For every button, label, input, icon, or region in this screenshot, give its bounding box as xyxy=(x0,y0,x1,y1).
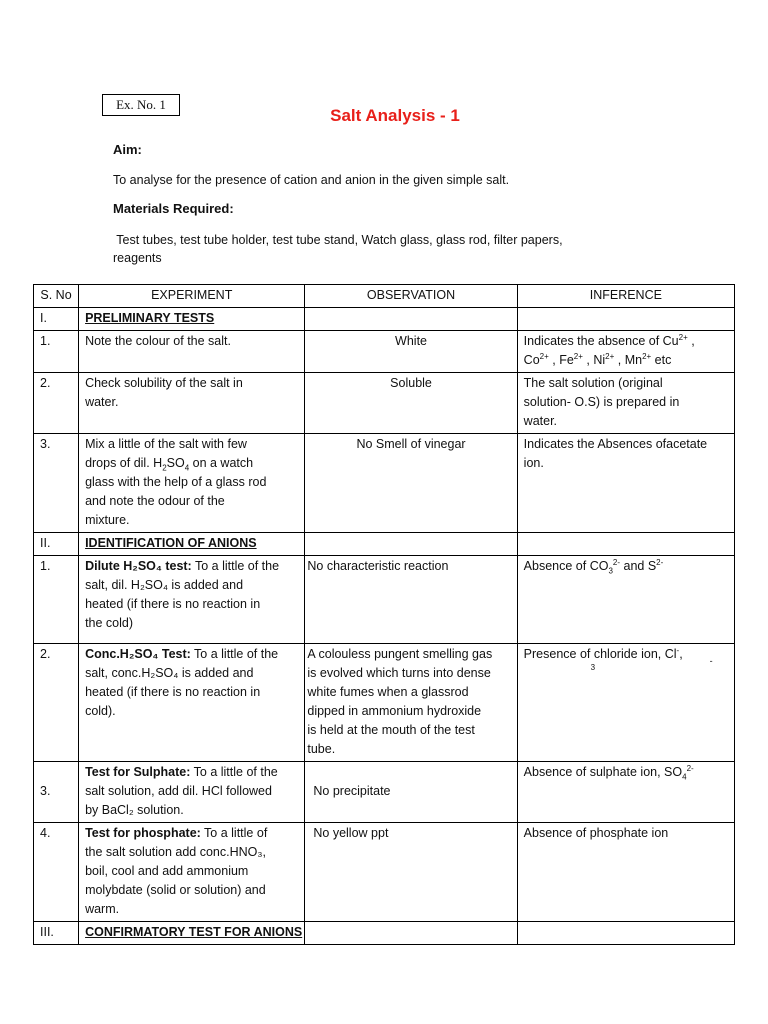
page-title: Salt Analysis - 1 xyxy=(330,106,460,125)
section-number: I. xyxy=(34,308,79,331)
inference-cell: Absence of phosphate ion xyxy=(517,823,734,922)
table-row xyxy=(34,762,735,823)
section-title: IDENTIFICATION OF ANIONS xyxy=(79,533,305,556)
table-row xyxy=(34,644,735,762)
inference-cell: Presence of chloride ion, Cl-, 3 - xyxy=(517,644,734,762)
exercise-number: Ex. No. 1 xyxy=(116,97,166,112)
table-header-row xyxy=(34,285,735,308)
table-row xyxy=(34,434,735,533)
experiment-cell: Mix a little of the salt with few drops of dil. $H_2SO_4$ on a watch glass with the help of a glass rod and note the odour of the mixture. xyxy=(79,434,305,533)
exercise-number-box xyxy=(102,94,180,116)
observation-cell: Soluble xyxy=(305,373,517,434)
observation-cell: White xyxy=(305,331,517,373)
section-row-anions xyxy=(34,533,735,556)
section-row-preliminary xyxy=(34,308,735,331)
row-number: 1. xyxy=(34,331,79,373)
experiment-cell: Test for phosphate: To a little of the salt solution add conc.HNO₃, boil, cool and add ammonium molybdate (solid or solution) and warm. xyxy=(79,823,305,922)
experiment-cell: Conc.H₂SO₄ Test: To a little of the salt, conc.H₂SO₄ is added and heated (if there is no reaction in cold). xyxy=(79,644,305,762)
section-title: CONFIRMATORY TEST FOR ANIONS xyxy=(79,922,305,945)
aim-label: Aim: xyxy=(113,142,142,157)
row-number: 2. xyxy=(34,644,79,762)
inference-cell: Indicates the Absences ofacetate ion. xyxy=(517,434,734,533)
aim-text: To analyse for the presence of cation and anion in the given simple salt. xyxy=(113,173,510,187)
row-number: 3. xyxy=(34,762,79,823)
table-row xyxy=(34,373,735,434)
observation-cell: A colouless pungent smelling gas is evolved which turns into dense white fumes when a glassrod dipped in ammonium hydroxide is held at the mouth of the test tube. xyxy=(305,644,517,762)
experiment-cell: Check solubility of the salt in water. xyxy=(79,373,305,434)
header-experiment: EXPERIMENT xyxy=(79,285,305,308)
section-title: PRELIMINARY TESTS xyxy=(79,308,305,331)
salt-analysis-table xyxy=(33,284,735,945)
observation-cell: No characteristic reaction xyxy=(305,556,517,644)
observation-cell: No precipitate xyxy=(305,762,517,823)
header-observation: OBSERVATION xyxy=(305,285,517,308)
header-sno: S. No xyxy=(34,285,79,308)
inference-cell: Absence of sulphate ion, $SO_4^{2-}$ xyxy=(517,762,734,823)
observation-cell: No yellow ppt xyxy=(305,823,517,922)
header-inference: INFERENCE xyxy=(517,285,734,308)
section-row-confirmatory xyxy=(34,922,735,945)
section-number: II. xyxy=(34,533,79,556)
inference-cell: The salt solution (original solution- O.S) is prepared in water. xyxy=(517,373,734,434)
section-number: III. xyxy=(34,922,79,945)
experiment-cell: Note the colour of the salt. xyxy=(79,331,305,373)
materials-line-1: Test tubes, test tube holder, test tube stand, Watch glass, glass rod, filter papers, xyxy=(113,233,563,247)
table-row xyxy=(34,331,735,373)
experiment-cell: Dilute H₂SO₄ test: To a little of the salt, dil. H₂SO₄ is added and heated (if there is no reaction in the cold) xyxy=(79,556,305,644)
inference-cell: Indicates the absence of $Cu^{2+}$ , $Co^{2+}$ , $Fe^{2+}$ , $Ni^{2+}$ , $Mn^{2+}$ etc xyxy=(517,331,734,373)
materials-label: Materials Required: xyxy=(113,201,234,216)
table-row xyxy=(34,823,735,922)
observation-cell: No Smell of vinegar xyxy=(305,434,517,533)
materials-line-2: reagents xyxy=(113,251,162,265)
table-row xyxy=(34,556,735,644)
experiment-cell: Test for Sulphate: To a little of the salt solution, add dil. HCl followed by BaCl₂ solution. xyxy=(79,762,305,823)
row-number: 1. xyxy=(34,556,79,644)
row-number: 2. xyxy=(34,373,79,434)
inference-cell: Absence of $CO_3^{2-}$ and $S^{2-}$ xyxy=(517,556,734,644)
row-number: 3. xyxy=(34,434,79,533)
row-number: 4. xyxy=(34,823,79,922)
